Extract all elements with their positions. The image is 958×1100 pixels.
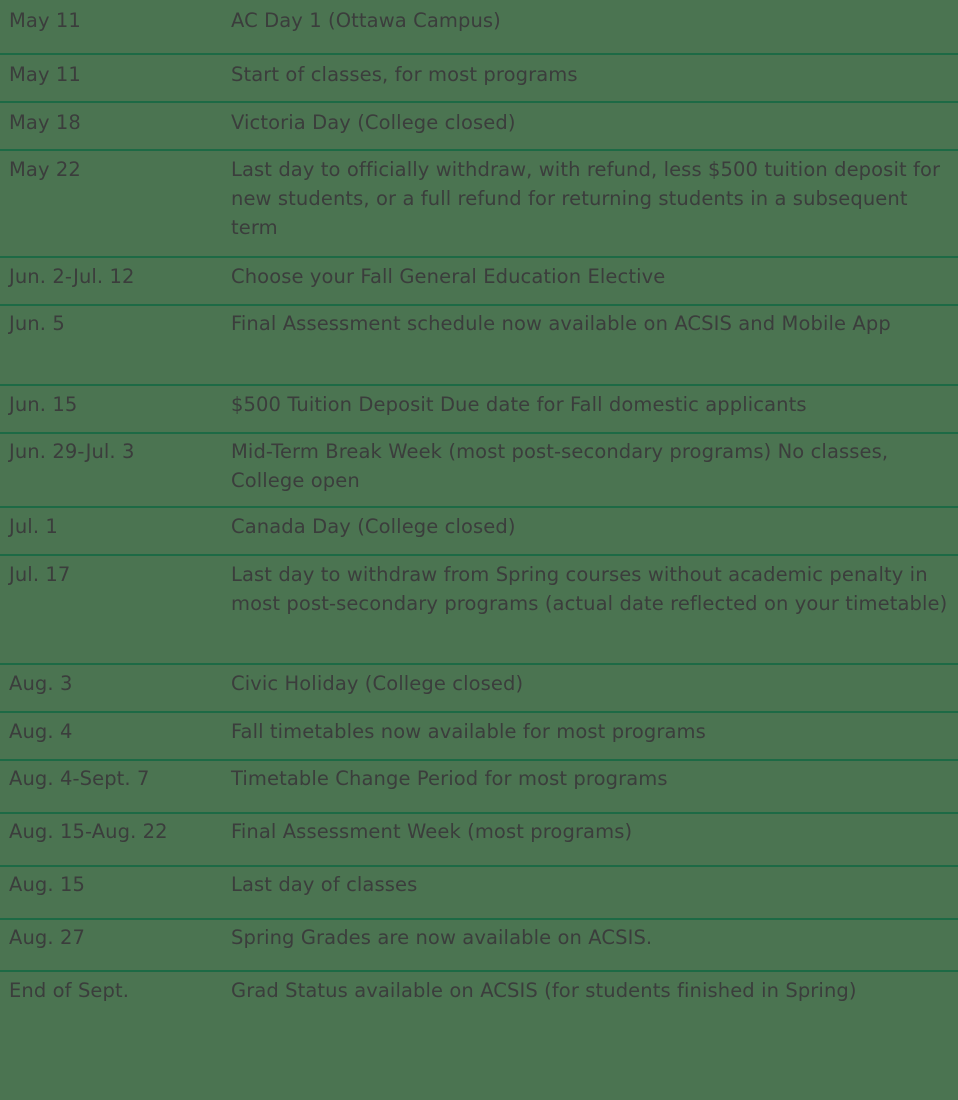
row-divider	[0, 918, 958, 920]
event-date: Aug. 15-Aug. 22	[9, 820, 168, 843]
event-description: Last day to withdraw from Spring courses without academic penalty in most post-secondary programs (actual date reflected on your timetable)	[231, 563, 948, 615]
event-date: May 11	[9, 63, 81, 86]
event-description: Spring Grades are now available on ACSIS.	[231, 926, 653, 949]
event-description: Grad Status available on ACSIS (for students finished in Spring)	[231, 979, 857, 1002]
row-divider	[0, 554, 958, 556]
event-date: Aug. 3	[9, 672, 73, 695]
row-divider	[0, 506, 958, 508]
row-divider	[0, 149, 958, 151]
row-divider	[0, 970, 958, 972]
event-date: May 22	[9, 158, 81, 181]
event-date: Aug. 27	[9, 926, 85, 949]
row-divider	[0, 663, 958, 665]
row-divider	[0, 759, 958, 761]
event-description: Timetable Change Period for most programs	[231, 767, 668, 790]
event-description: AC Day 1 (Ottawa Campus)	[231, 9, 501, 32]
event-description: Civic Holiday (College closed)	[231, 672, 524, 695]
event-description: Fall timetables now available for most programs	[231, 720, 706, 743]
event-date: Jun. 29-Jul. 3	[9, 440, 135, 463]
event-date: End of Sept.	[9, 979, 130, 1002]
row-divider	[0, 304, 958, 306]
row-divider	[0, 101, 958, 103]
event-description: Start of classes, for most programs	[231, 63, 578, 86]
event-description: $500 Tuition Deposit Due date for Fall domestic applicants	[231, 393, 807, 416]
event-description: Mid-Term Break Week (most post-secondary programs) No classes, College open	[231, 440, 889, 492]
event-date: Aug. 4-Sept. 7	[9, 767, 150, 790]
event-date: Jun. 2-Jul. 12	[9, 265, 135, 288]
event-date: Jun. 15	[9, 393, 78, 416]
event-description: Last day to officially withdraw, with refund, less $500 tuition deposit for new students, or a full refund for returning students in a subsequent term	[231, 158, 941, 239]
row-divider	[0, 865, 958, 867]
event-description: Choose your Fall General Education Elective	[231, 265, 666, 288]
event-date: May 18	[9, 111, 81, 134]
row-divider	[0, 53, 958, 55]
row-divider	[0, 384, 958, 386]
event-description: Final Assessment schedule now available on ACSIS and Mobile App	[231, 312, 891, 335]
event-description: Last day of classes	[231, 873, 418, 896]
event-date: Aug. 4	[9, 720, 73, 743]
event-date: Jul. 1	[9, 515, 58, 538]
event-description: Canada Day (College closed)	[231, 515, 516, 538]
row-divider	[0, 432, 958, 434]
row-divider	[0, 256, 958, 258]
event-date: Jun. 5	[9, 312, 65, 335]
event-date: Aug. 15	[9, 873, 85, 896]
event-description: Victoria Day (College closed)	[231, 111, 516, 134]
event-date: Jul. 17	[9, 563, 71, 586]
event-date: May 11	[9, 9, 81, 32]
row-divider	[0, 711, 958, 713]
row-divider	[0, 812, 958, 814]
event-description: Final Assessment Week (most programs)	[231, 820, 633, 843]
